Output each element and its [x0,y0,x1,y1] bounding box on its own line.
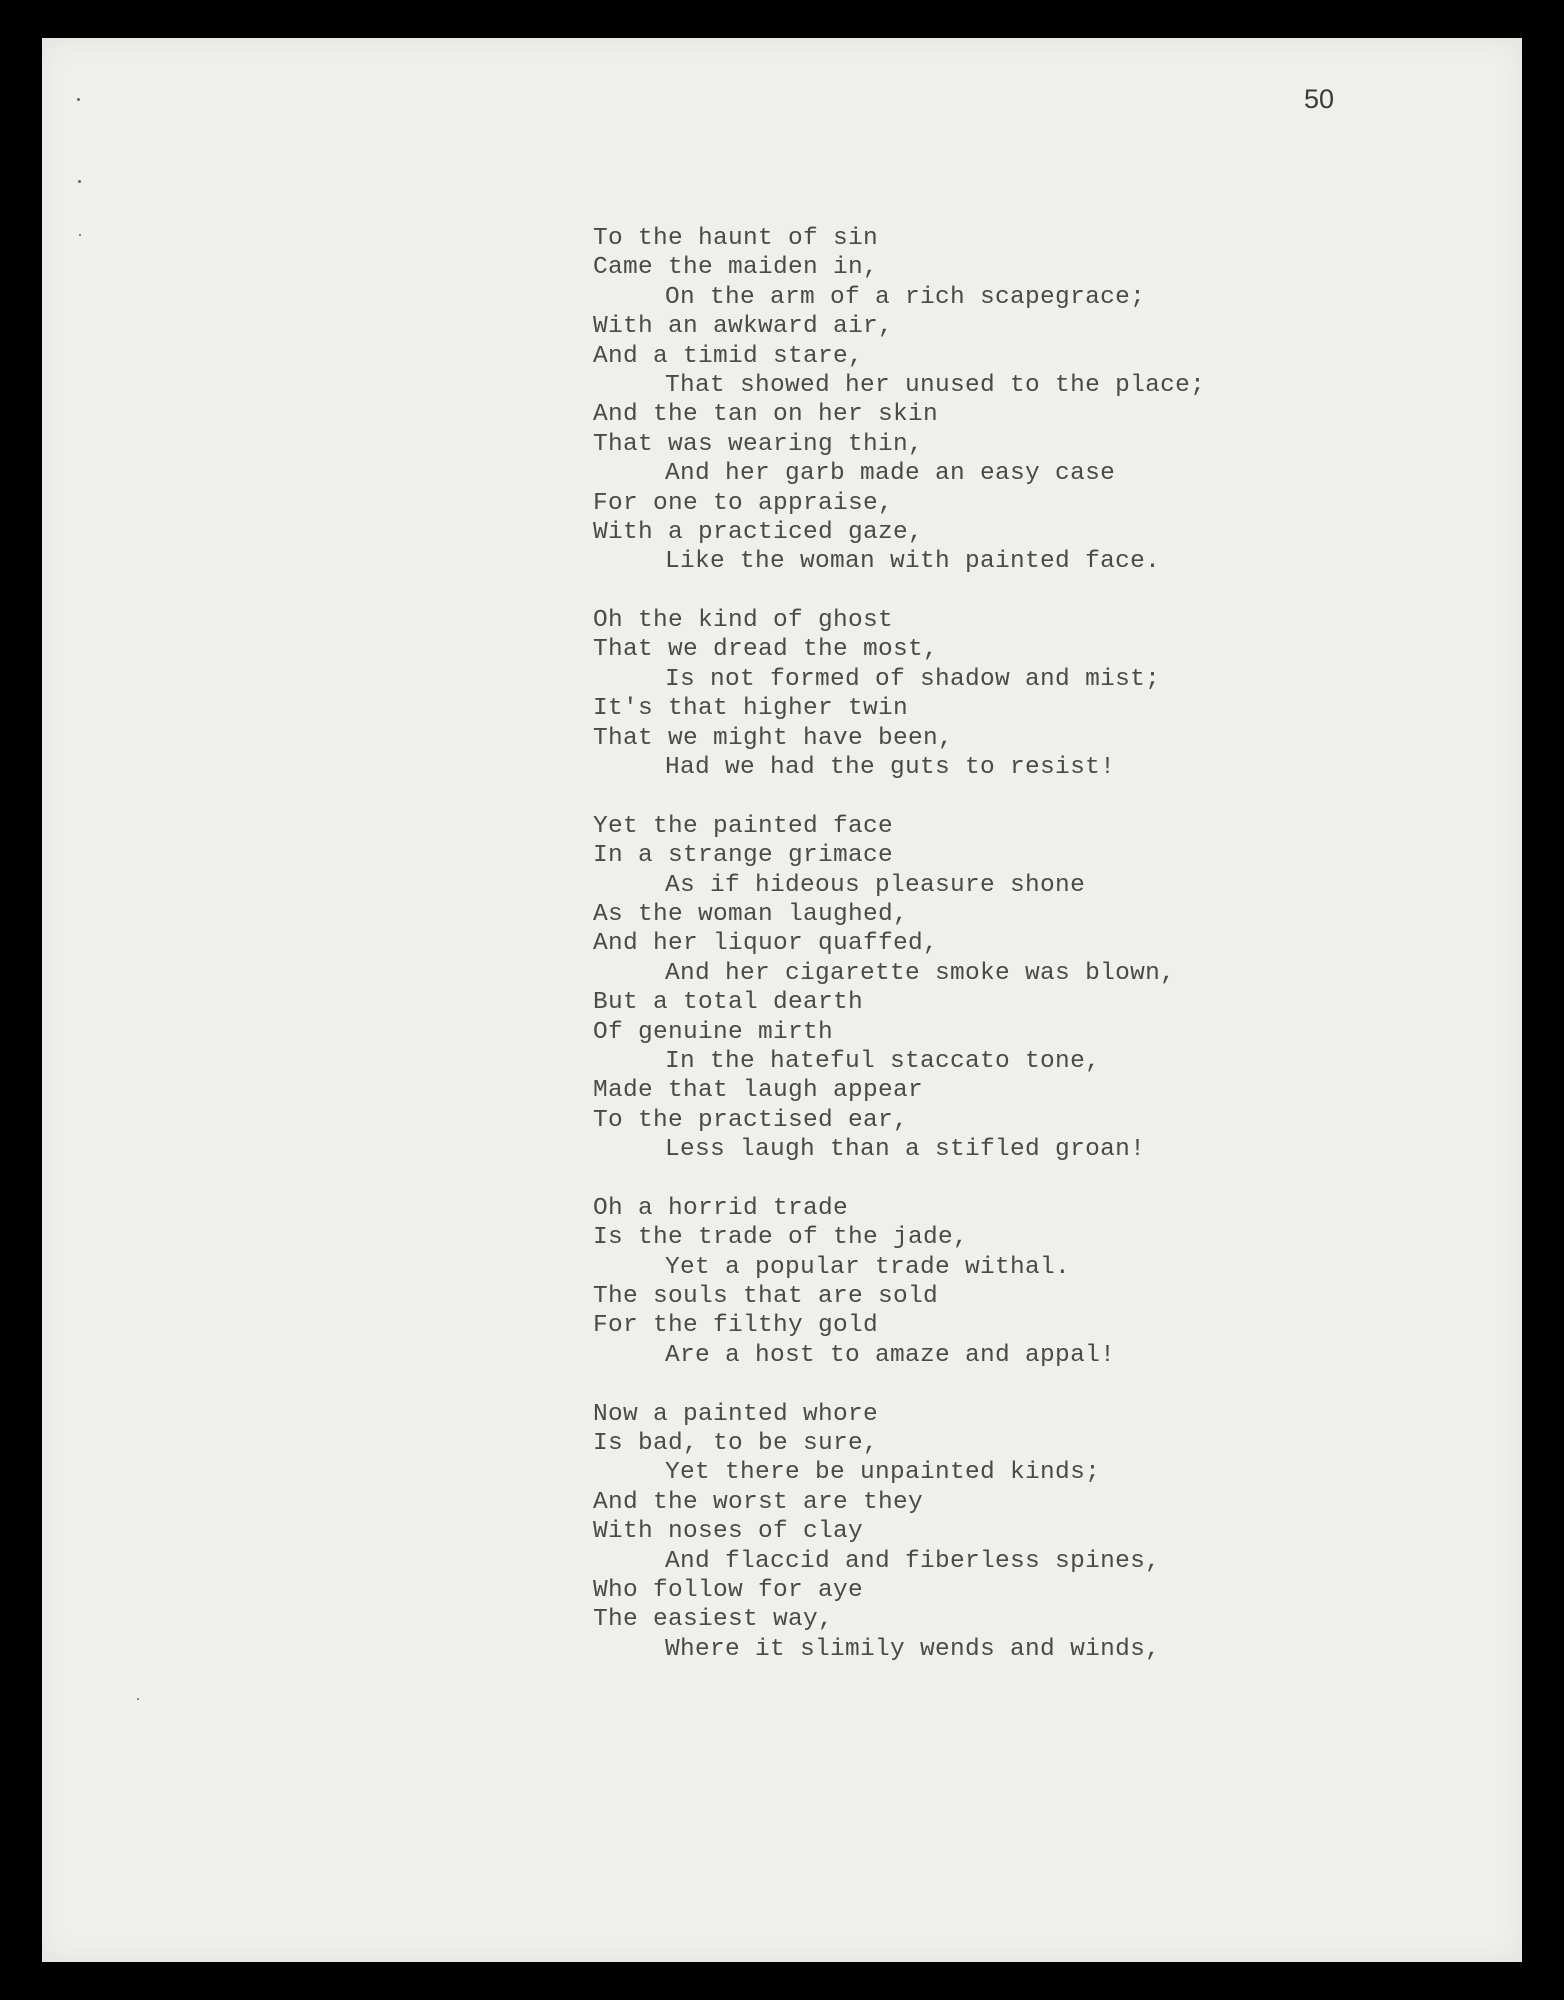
poem-line: And her cigarette smoke was blown, [665,959,1176,987]
poem-line: And the worst are they [593,1488,924,1516]
poem-line: Came the maiden in, [593,254,879,282]
poem-line: In the hateful staccato tone, [665,1047,1101,1075]
poem-stanza [593,1194,1205,1370]
poem-stanza [593,1400,1205,1665]
poem-line: With an awkward air, [593,313,894,341]
poem-line: In a strange grimace [593,842,894,870]
margin-speck [137,1698,139,1700]
poem-line: Less laugh than a stifled groan! [665,1136,1146,1164]
poem-line: For one to appraise, [593,489,894,517]
poem-line: To the practised ear, [593,1106,909,1134]
poem-stanza [593,606,1205,782]
poem-line: It's that higher twin [593,695,909,723]
poem-line: Yet the painted face [593,812,894,840]
poem-line: Like the woman with painted face. [665,548,1161,576]
poem-line: Oh a horrid trade [593,1194,849,1222]
margin-speck [79,234,81,236]
poem-line: Oh the kind of ghost [593,607,894,635]
poem-line: Is the trade of the jade, [593,1224,969,1252]
poem-line: As the woman laughed, [593,900,909,928]
poem-line: The souls that are sold [593,1283,939,1311]
poem-line: Of genuine mirth [593,1018,834,1046]
poem-line: Who follow for aye [593,1576,864,1604]
poem-line: Where it slimily wends and winds, [665,1635,1161,1663]
poem-line: That showed her unused to the place; [665,371,1206,399]
poem-line: To the haunt of sin [593,225,879,252]
poem-line: Now a painted whore [593,1400,879,1428]
poem-line: With a practiced gaze, [593,518,924,546]
poem-line: And the tan on her skin [593,401,939,429]
poem-line: The easiest way, [593,1606,834,1634]
poem-line: Is bad, to be sure, [593,1430,879,1458]
poem-stanza [593,224,1205,577]
typewritten-page [42,38,1522,1962]
margin-speck [78,180,81,183]
poem-line: On the arm of a rich scapegrace; [665,283,1146,311]
poem-line: Is not formed of shadow and mist; [665,665,1161,693]
poem-body [593,224,1205,1694]
poem-line: Had we had the guts to resist! [665,754,1116,782]
poem-line: Yet there be unpainted kinds; [665,1459,1101,1487]
poem-line: For the filthy gold [593,1312,879,1340]
poem-line: That we dread the most, [593,636,939,664]
poem-line: That we might have been, [593,724,954,752]
poem-line: With noses of clay [593,1518,864,1546]
poem-line: Made that laugh appear [593,1077,924,1105]
poem-line: Are a host to amaze and appal! [665,1341,1116,1369]
poem-line: And flaccid and fiberless spines, [665,1547,1161,1575]
poem-line: As if hideous pleasure shone [665,871,1086,899]
poem-line: Yet a popular trade withal. [665,1253,1071,1281]
poem-line: And a timid stare, [593,342,864,370]
poem-line: But a total dearth [593,989,864,1017]
margin-speck [77,98,80,101]
poem-line: And her garb made an easy case [665,460,1116,488]
poem-stanza [593,812,1205,1165]
page-number: 50 [1304,84,1335,114]
poem-line: And her liquor quaffed, [593,930,939,958]
poem-line: That was wearing thin, [593,430,924,458]
